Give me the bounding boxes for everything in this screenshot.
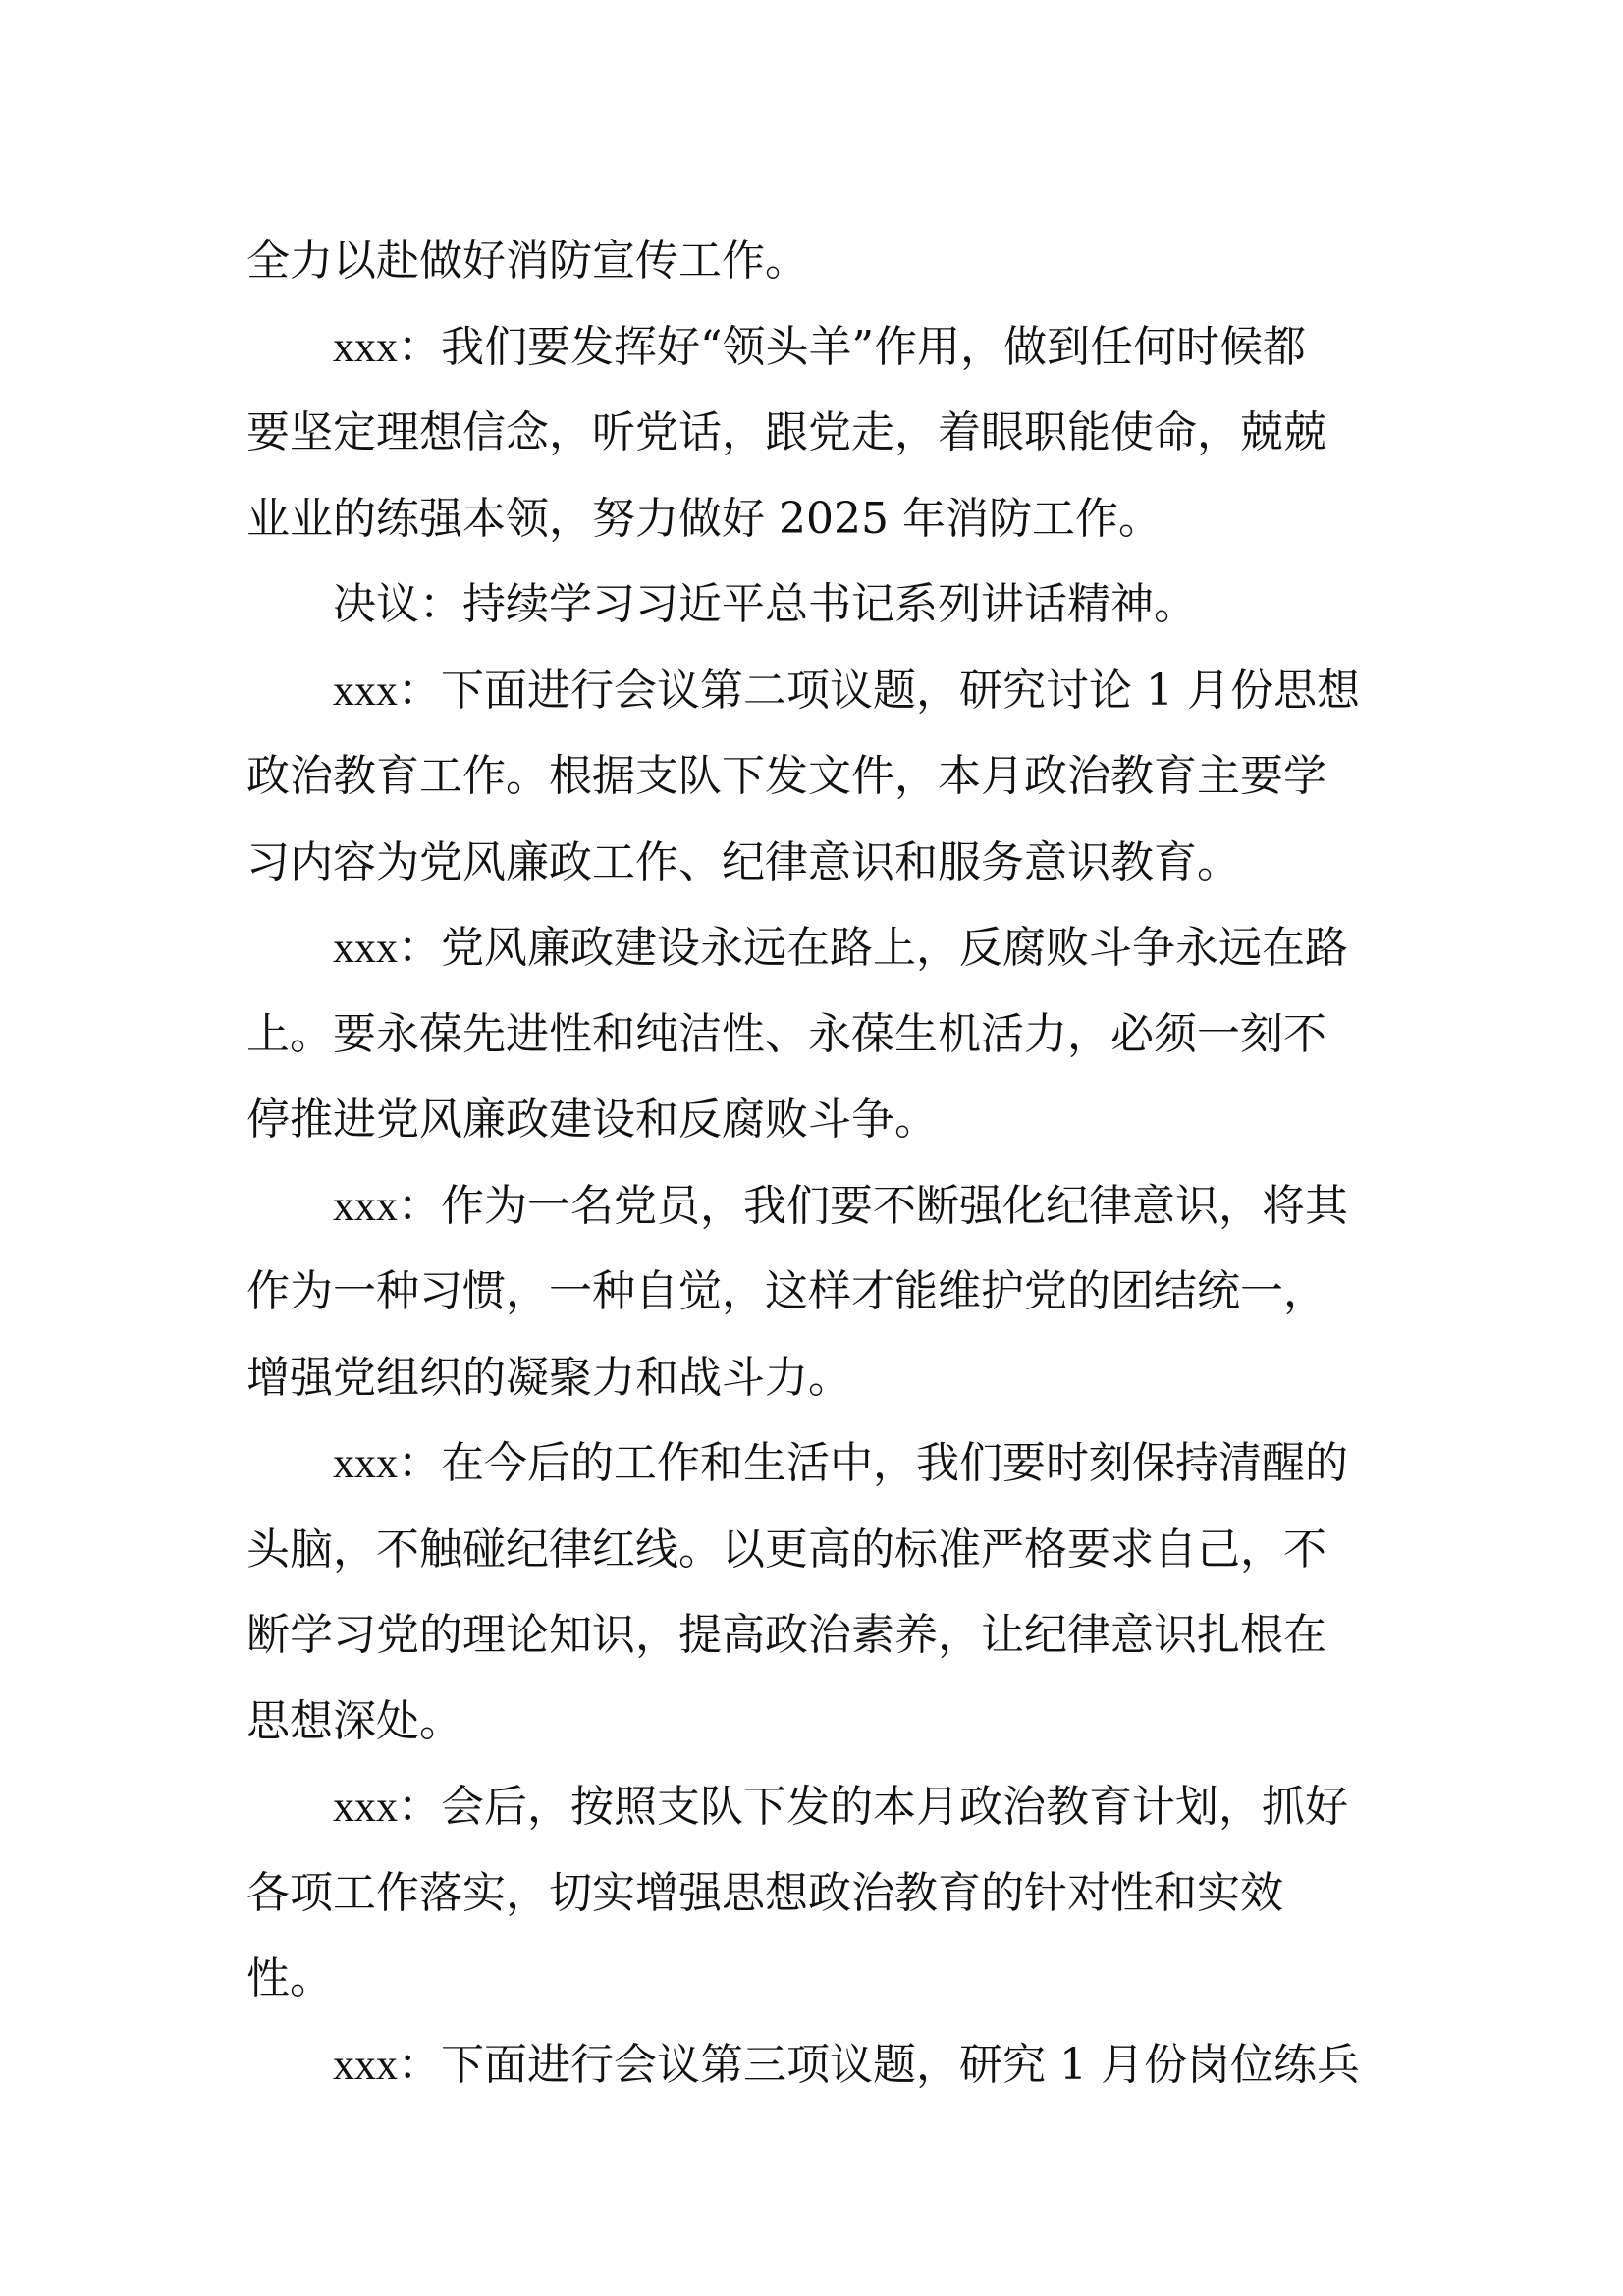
text-fragment: 党风廉政建设永远在路上，反腐败斗争永远在路 <box>441 923 1348 973</box>
text-fragment: 下面进行会议第二项议题，研究讨论 1 月份思想 <box>441 665 1360 716</box>
text-line: 决议：持续学习习近平总书记系列讲话精神。 <box>333 579 1197 629</box>
text-line: 头脑，不触碰纪律红线。以更高的标准严格要求自己，不 <box>246 1523 1326 1575</box>
text-line <box>246 648 1376 734</box>
text-line <box>246 1420 1376 1507</box>
text-line: 全力以赴做好消防宣传工作。 <box>246 236 808 286</box>
paragraph <box>246 218 1376 304</box>
text-fragment: 在今后的工作和生活中，我们要时刻保持清醒的 <box>441 1438 1348 1488</box>
text-line: 要坚定理想信念，听党话，跟党走，着眼职能使命，兢兢 <box>246 407 1326 457</box>
speaker-label: xxx： <box>333 2040 441 2089</box>
text-line <box>246 1163 1376 1250</box>
speaker-label: xxx： <box>333 1783 441 1831</box>
text-line <box>246 905 1376 991</box>
text-fragment: 我们要发挥好“领头羊”作用，做到任何时候都 <box>441 321 1306 372</box>
speaker-label: xxx： <box>333 1181 441 1230</box>
text-line: 断学习党的理论知识，提高政治素养，让纪律意识扎根在 <box>246 1610 1326 1660</box>
paragraph <box>246 561 1376 648</box>
text-line: 政治教育工作。根据支队下发文件，本月政治教育主要学 <box>246 751 1326 801</box>
text-fragment: 下面进行会议第三项议题，研究 1 月份岗位练兵 <box>441 2039 1360 2090</box>
text-line: 思想深处。 <box>246 1695 462 1746</box>
speaker-label: xxx： <box>333 924 441 972</box>
speaker-label: xxx： <box>333 1439 441 1487</box>
text-line: 性。 <box>246 1953 333 2003</box>
paragraph <box>246 905 1376 1163</box>
text-line: 习内容为党风廉政工作、纪律意识和服务意识教育。 <box>246 836 1240 887</box>
text-line: 上。要永葆先进性和纯洁性、永葆生机活力，必须一刻不 <box>246 1008 1326 1059</box>
paragraph <box>246 2022 1376 2109</box>
text-line: 业业的练强本领，努力做好 2025 年消防工作。 <box>246 493 1162 544</box>
speaker-label: xxx： <box>333 666 441 715</box>
text-line: 作为一种习惯，一种自觉，这样才能维护党的团结统一， <box>246 1266 1326 1316</box>
text-line <box>246 1764 1376 1850</box>
paragraph <box>246 304 1376 562</box>
paragraph <box>246 648 1376 906</box>
paragraph <box>246 1420 1376 1764</box>
text-line: 停推进党风廉政建设和反腐败斗争。 <box>246 1095 938 1145</box>
text-line: 增强党组织的凝聚力和战斗力。 <box>246 1352 851 1403</box>
speaker-label: xxx： <box>333 322 441 371</box>
document-body <box>246 218 1376 2108</box>
paragraph <box>246 1163 1376 1421</box>
text-line: 各项工作落实，切实增强思想政治教育的针对性和实效 <box>246 1867 1283 1918</box>
text-fragment: 作为一名党员，我们要不断强化纪律意识，将其 <box>441 1180 1348 1231</box>
text-line <box>246 2022 1376 2109</box>
text-line <box>246 304 1376 391</box>
paragraph <box>246 1764 1376 2022</box>
text-fragment: 会后，按照支队下发的本月政治教育计划，抓好 <box>441 1782 1348 1832</box>
